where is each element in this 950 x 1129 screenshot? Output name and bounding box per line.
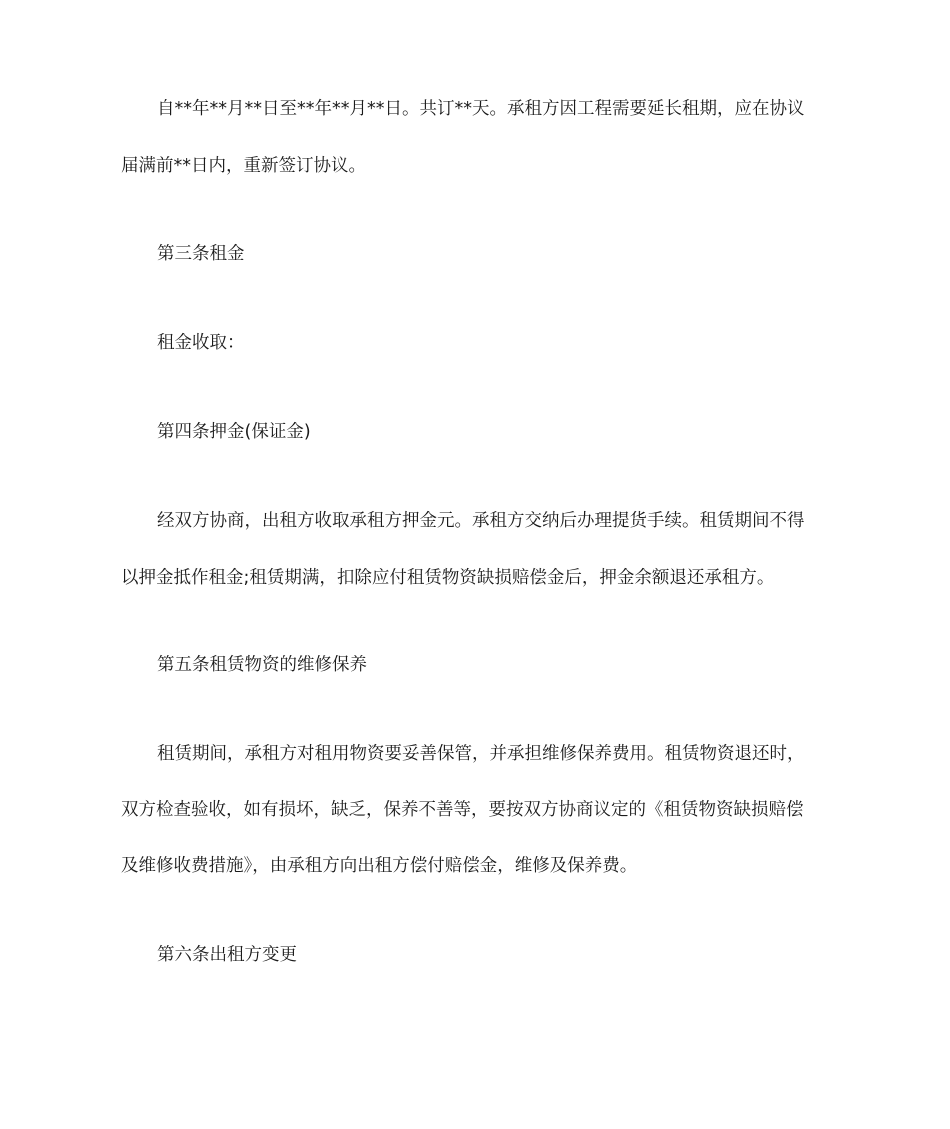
article-5-heading: 第五条租赁物资的维修保养 [157,655,367,675]
rent-collection-line: 租金收取： [157,333,245,353]
paragraph-maintenance-line-2: 双方检查验收，如有损坏，缺乏，保养不善等，要按双方协商议定的《租赁物资缺损赔偿 [121,800,804,820]
paragraph-lease-term-line-1: 自**年**月**日至**年**月**日。共订**天。承租方因工程需要延长租期，应在协议 [157,99,805,119]
paragraph-lease-term-line-2: 届满前**日内，重新签订协议。 [121,156,366,176]
article-4-heading: 第四条押金(保证金) [157,422,311,442]
paragraph-maintenance-line-3: 及维修收费措施》，由承租方向出租方偿付赔偿金，维修及保养费。 [121,856,638,876]
paragraph-deposit-line-2: 以押金抵作租金;租赁期满，扣除应付租赁物资缺损赔偿金后，押金余额退还承租方。 [121,568,775,588]
paragraph-deposit-line-1: 经双方协商，出租方收取承租方押金元。承租方交纳后办理提货手续。租赁期间不得 [157,511,805,531]
article-6-heading: 第六条出租方变更 [157,945,297,965]
paragraph-maintenance-line-1: 租赁期间，承租方对租用物资要妥善保管，并承担维修保养费用。租赁物资退还时， [157,744,805,764]
article-3-heading: 第三条租金 [157,244,245,264]
